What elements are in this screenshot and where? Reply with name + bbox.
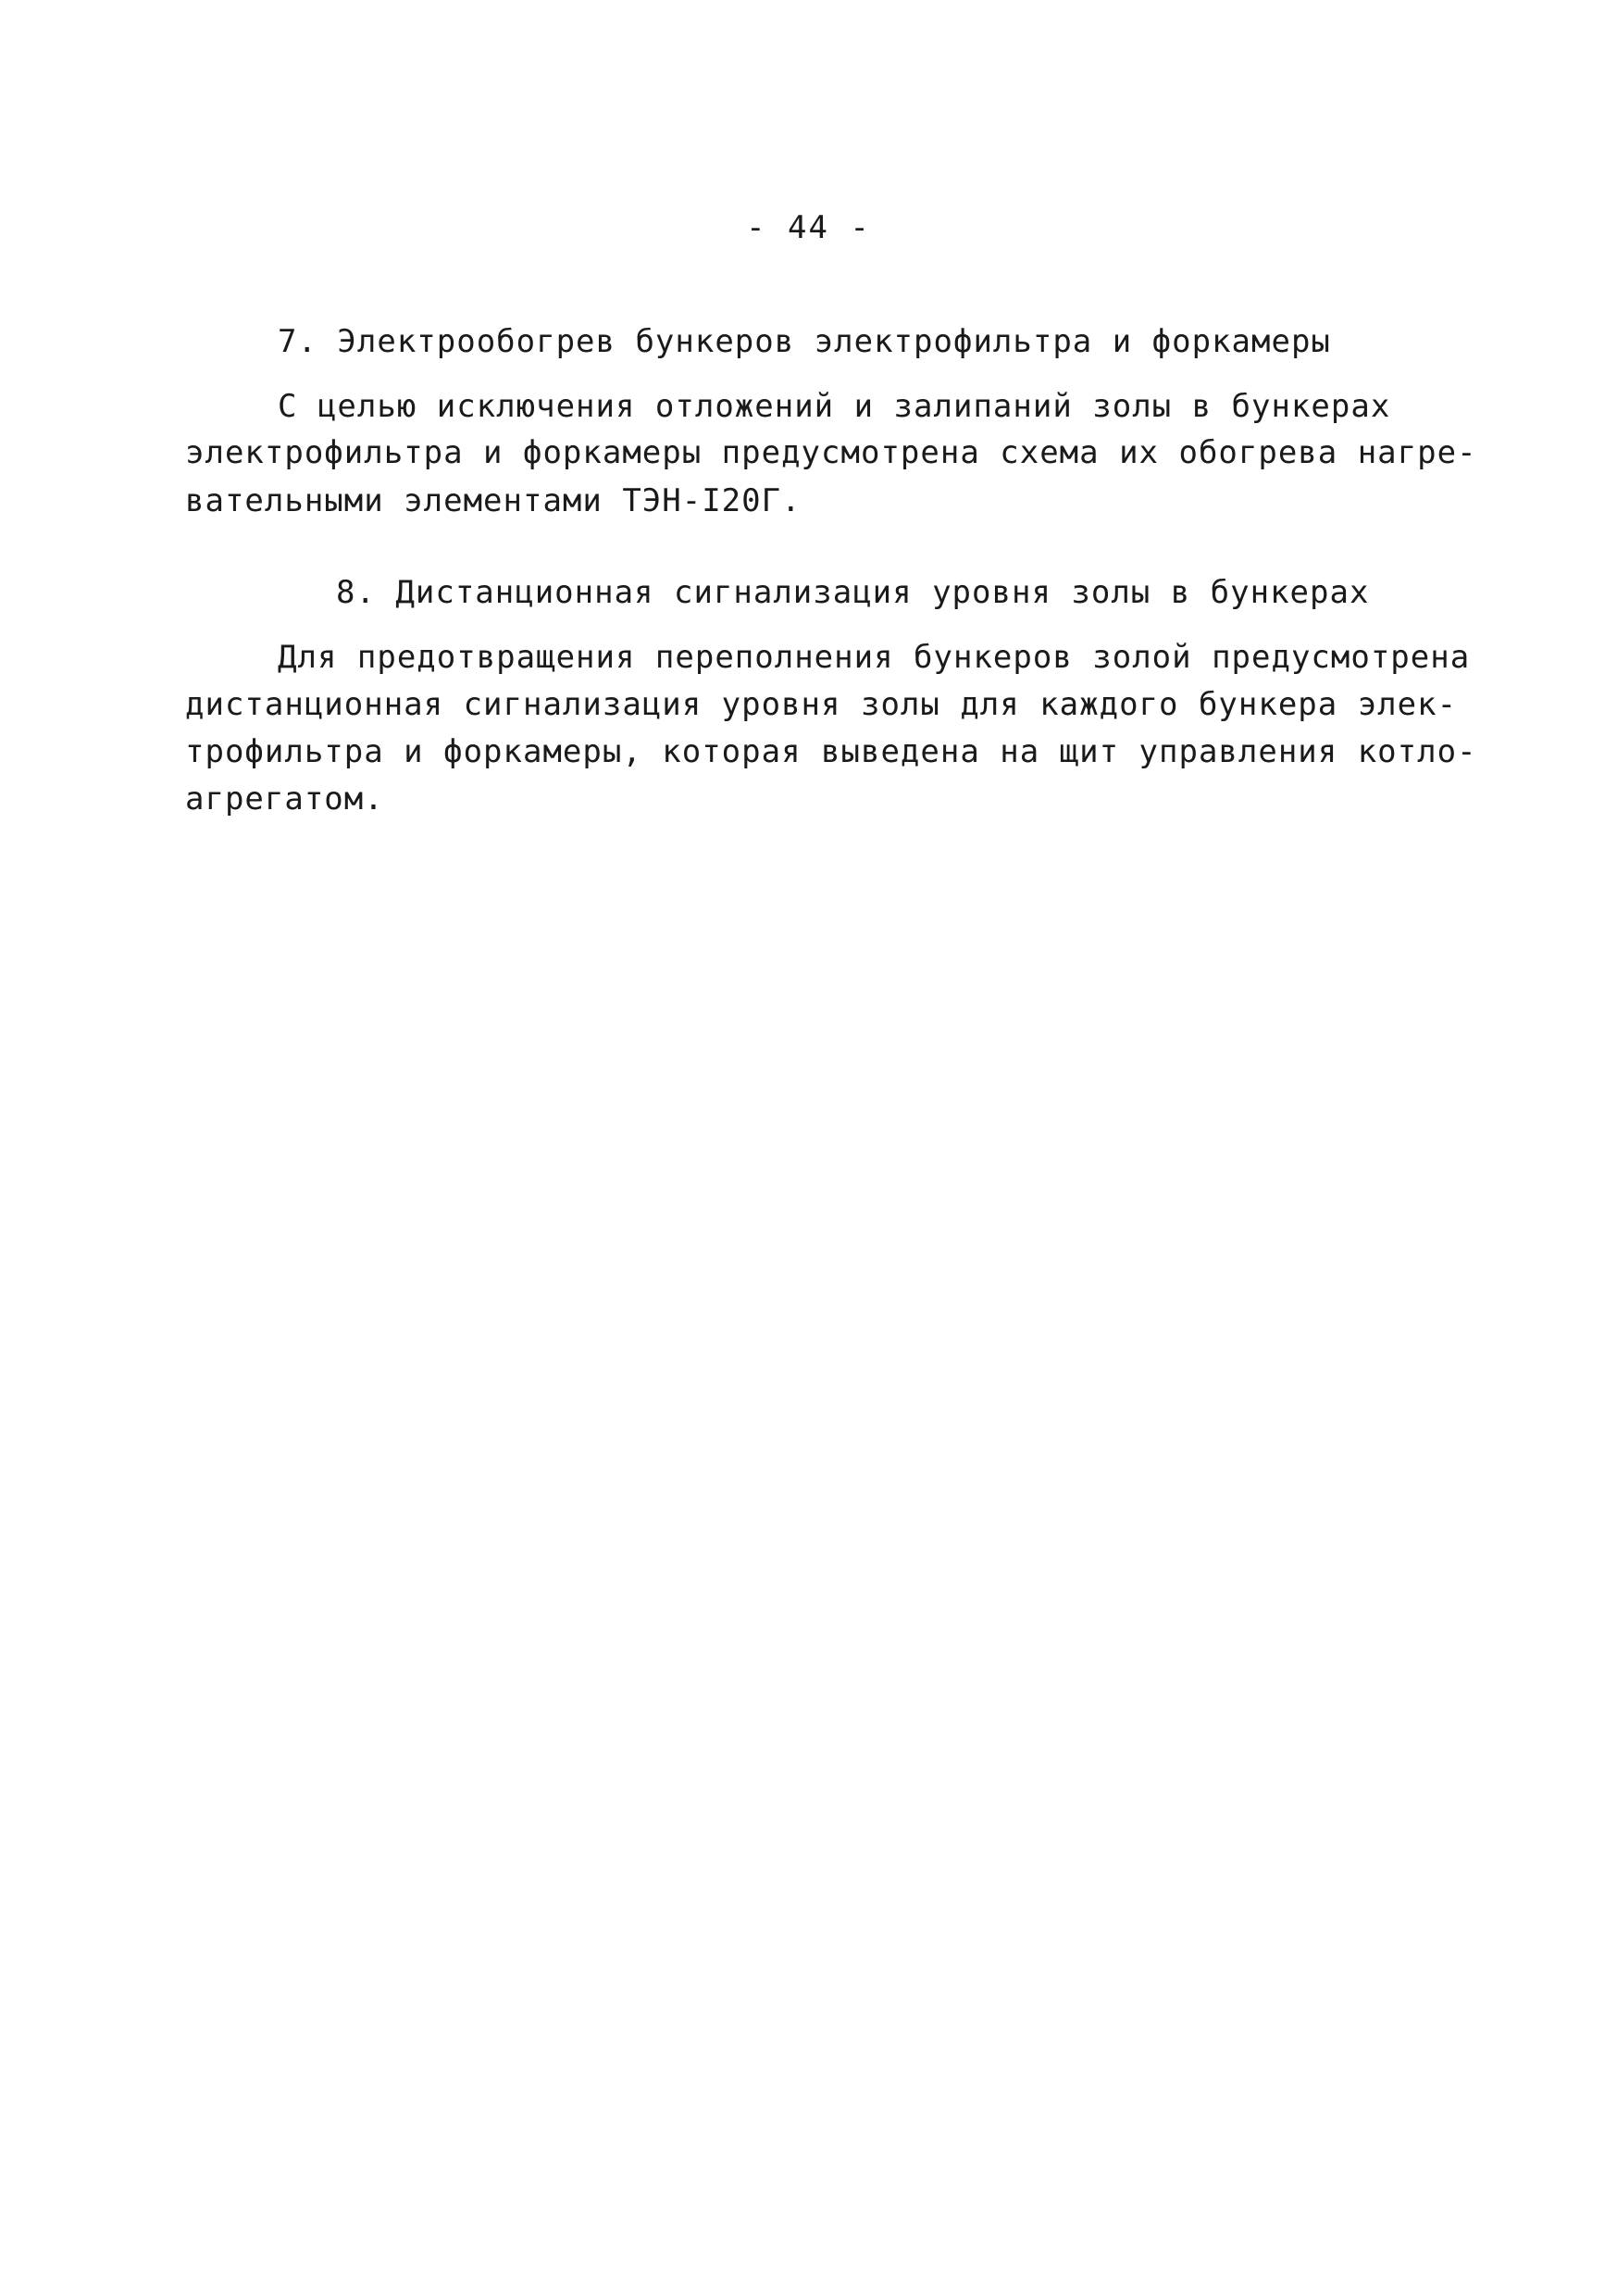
section-7-paragraph-line: С целью исключения отложений и залипаний золы в бункерах <box>278 388 1391 425</box>
page-number: - 44 - <box>746 209 871 246</box>
section-8-paragraph-line: дистанционная сигнализация уровня золы для каждого бункера элек- <box>185 686 1458 723</box>
section-8-paragraph-line: агрегатом. <box>185 780 384 817</box>
section-8-paragraph-line: Для предотвращения переполнения бункеров золой предусмотрена <box>278 639 1471 676</box>
section-8-heading: 8. Дистанционная сигнализация уровня золы в бункерах <box>336 574 1370 611</box>
section-7-paragraph-line: вательными элементами ТЭН-I20Г. <box>185 482 802 519</box>
section-7-paragraph-line: электрофильтра и форкамеры предусмотрена схема их обогрева нагре- <box>185 434 1477 471</box>
section-7-heading: 7. Электрообогрев бункеров электрофильтра и форкамеры <box>278 323 1331 360</box>
section-8-paragraph-line: трофильтра и форкамеры, которая выведена на щит управления котло- <box>185 733 1477 770</box>
